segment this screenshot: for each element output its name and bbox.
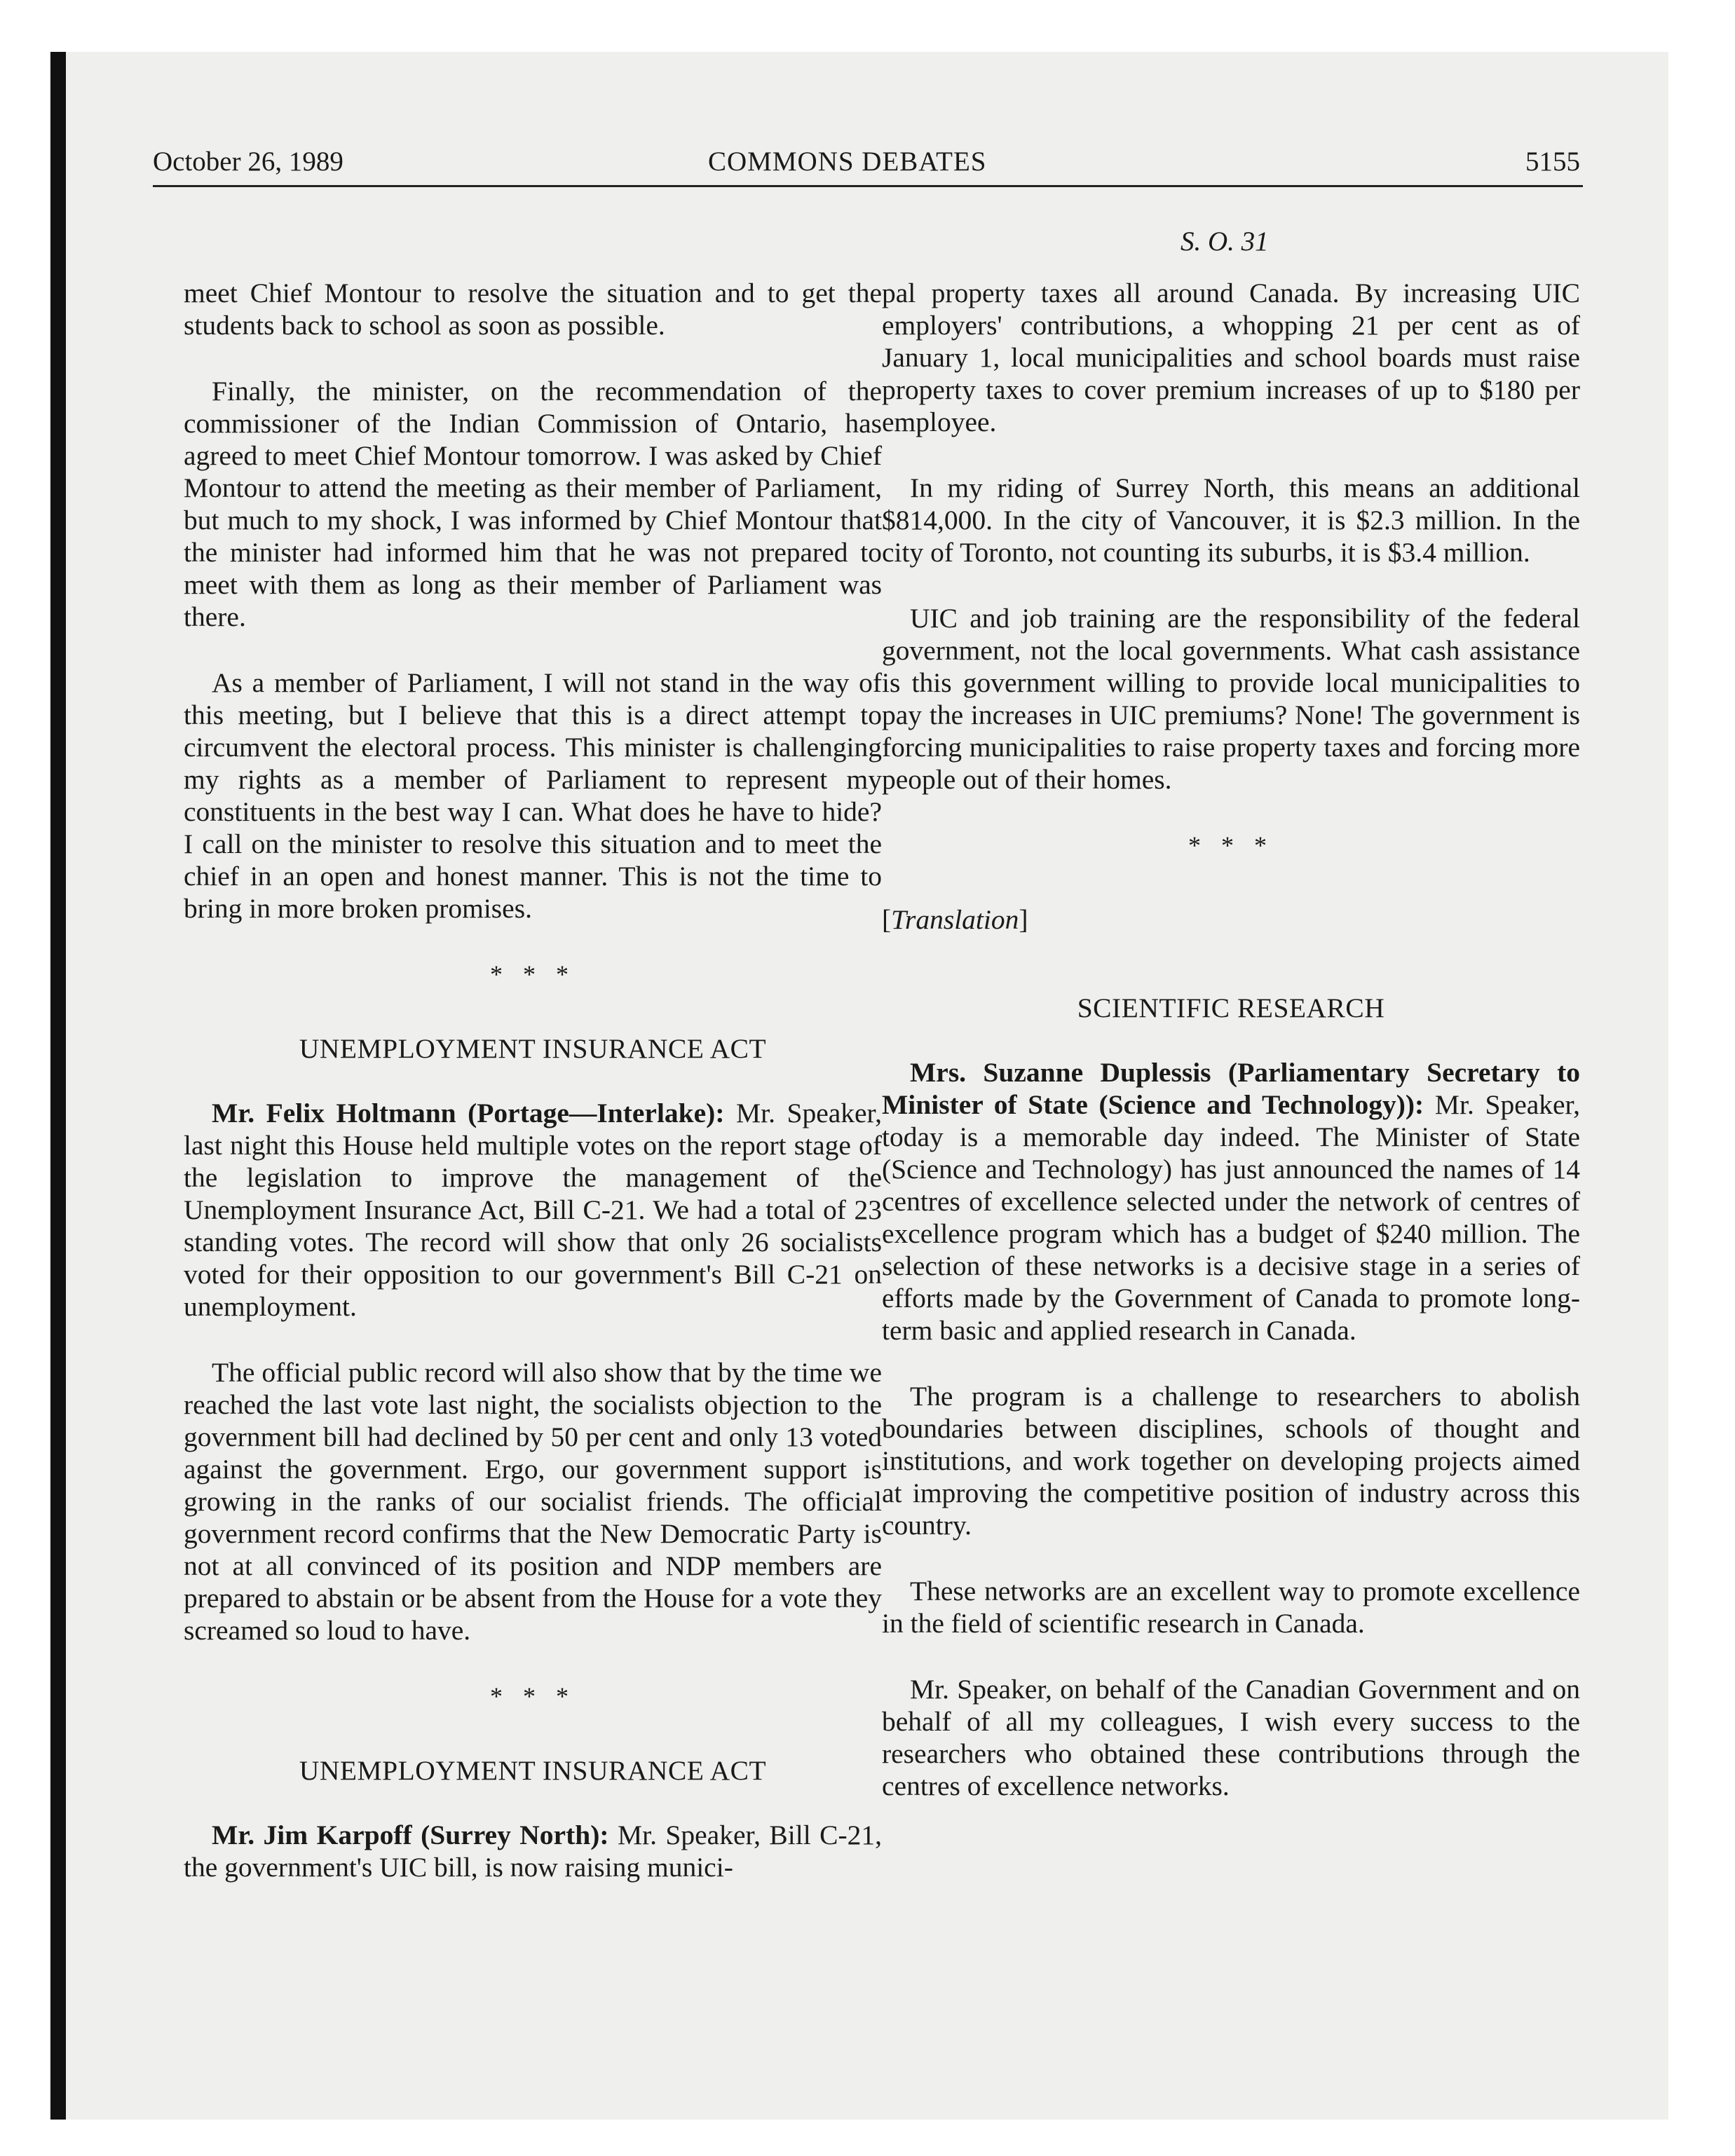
paragraph: Mr. Speaker, on behalf of the Canadian Government and on behalf of all my colleagues, I wish every success to the researchers who obtained these contributions through the centres of excellence networks.	[882, 1674, 1580, 1801]
section-heading: UNEMPLOYMENT INSURANCE ACT	[299, 1033, 767, 1064]
speech-paragraph	[184, 1819, 882, 1883]
paragraph: These networks are an excellent way to promote excellence in the field of scientific research in Canada.	[882, 1576, 1580, 1639]
right-column	[882, 277, 1580, 1836]
speech-text: Mr. Speaker, last night this House held multiple votes on the report stage of the legislation to improve the management of the Unemployment Insurance Act, Bill C-21. We had a total of 23 standing votes. The record will show that only 26 socialists voted for their opposition to our government's Bill C-21 on unemployment.	[184, 1098, 882, 1322]
paragraph: As a member of Parliament, I will not stand in the way of this meeting, but I believe that this is a direct attempt to circumvent the electoral process. This minister is challenging my rights as a member of Parliament to represent my constituents in the best way I can. What does he have to hide? I call on the minister to resolve this situation and to meet the chief in an open and honest manner. This is not the time to bring in more broken promises.	[184, 667, 882, 924]
section-separator: * * *	[1188, 831, 1274, 859]
section-separator: * * *	[490, 1682, 576, 1710]
speech-text: Mr. Speaker, Bill C-21, the government's UIC bill, is now raising munici-	[184, 1820, 883, 1883]
binding-edge	[50, 52, 66, 2120]
header-date: October 26, 1989	[153, 146, 343, 177]
translation-note: [Translation]	[882, 904, 1028, 935]
paragraph: The program is a challenge to researchers to abolish boundaries between disciplines, schools of thought and institutions, and work together on developing projects aimed at improving the competitive position of industry across this country.	[882, 1381, 1580, 1541]
speaker-name: Mr. Jim Karpoff (Surrey North):	[212, 1820, 609, 1850]
section-heading: SCIENTIFIC RESEARCH	[1077, 992, 1385, 1023]
speech-text: Mr. Speaker, today is a memorable day indeed. The Minister of State (Science and Technology) has just announced the names of 14 centres of excellence selected under the network of centres of excellence program which has a budget of $240 million. The selection of these networks is a decisive stage in a series of efforts made by the Government of Canada to promote long-term basic and applied research in Canada.	[882, 1089, 1581, 1346]
header-rule	[153, 185, 1583, 187]
section-separator: * * *	[490, 960, 576, 988]
paragraph: Finally, the minister, on the recommendation of the commissioner of the Indian Commission of Ontario, has agreed to meet Chief Montour tomorrow. I was asked by Chief Montour to attend the meeting as their member of Parliament, but much to my shock, I was informed by Chief Montour that the minister had informed him that he was not prepared to meet with them as long as their member of Parliament was there.	[184, 376, 882, 632]
standing-order-label: S. O. 31	[1181, 226, 1269, 257]
speaker-name: Mr. Felix Holtmann (Portage—Interlake):	[212, 1098, 725, 1128]
paragraph: The official public record will also show that by the time we reached the last vote last night, the socialists objection to the government bill had declined by 50 per cent and only 13 voted against the government. Ergo, our government support is growing in the ranks of our socialist friends. The official government record confirms that the New Democratic Party is not at all convinced of its position and NDP members are prepared to abstain or be absent from the House for a vote they screamed so loud to have.	[184, 1357, 882, 1646]
paragraph: UIC and job training are the responsibility of the federal government, not the local governments. What cash assistance is this government willing to provide local municipalities to pay the increases in UIC premiums? None! The government is forcing municipalities to raise property taxes and forcing more people out of their homes.	[882, 603, 1580, 795]
paragraph: meet Chief Montour to resolve the situation and to get the students back to school as soon as possible.	[184, 278, 882, 341]
paragraph: In my riding of Surrey North, this means an additional $814,000. In the city of Vancouver, it is $2.3 million. In the city of Toronto, not counting its suburbs, it is $3.4 million.	[882, 472, 1580, 568]
paragraph: pal property taxes all around Canada. By increasing UIC employers' contributions, a whopping 21 per cent as of January 1, local municipalities and school boards must raise property taxes to cover premium increases of up to $180 per employee.	[882, 278, 1580, 437]
speaker-name: Mrs. Suzanne Duplessis (Parliamentary Secretary to Minister of State (Science and Technology)):	[882, 1057, 1580, 1120]
header-title: COMMONS DEBATES	[708, 146, 987, 177]
left-column	[184, 277, 882, 1917]
speech-paragraph	[184, 1097, 882, 1323]
speech-paragraph	[882, 1056, 1580, 1346]
header-page-number: 5155	[1525, 146, 1580, 177]
section-heading: UNEMPLOYMENT INSURANCE ACT	[299, 1755, 767, 1786]
